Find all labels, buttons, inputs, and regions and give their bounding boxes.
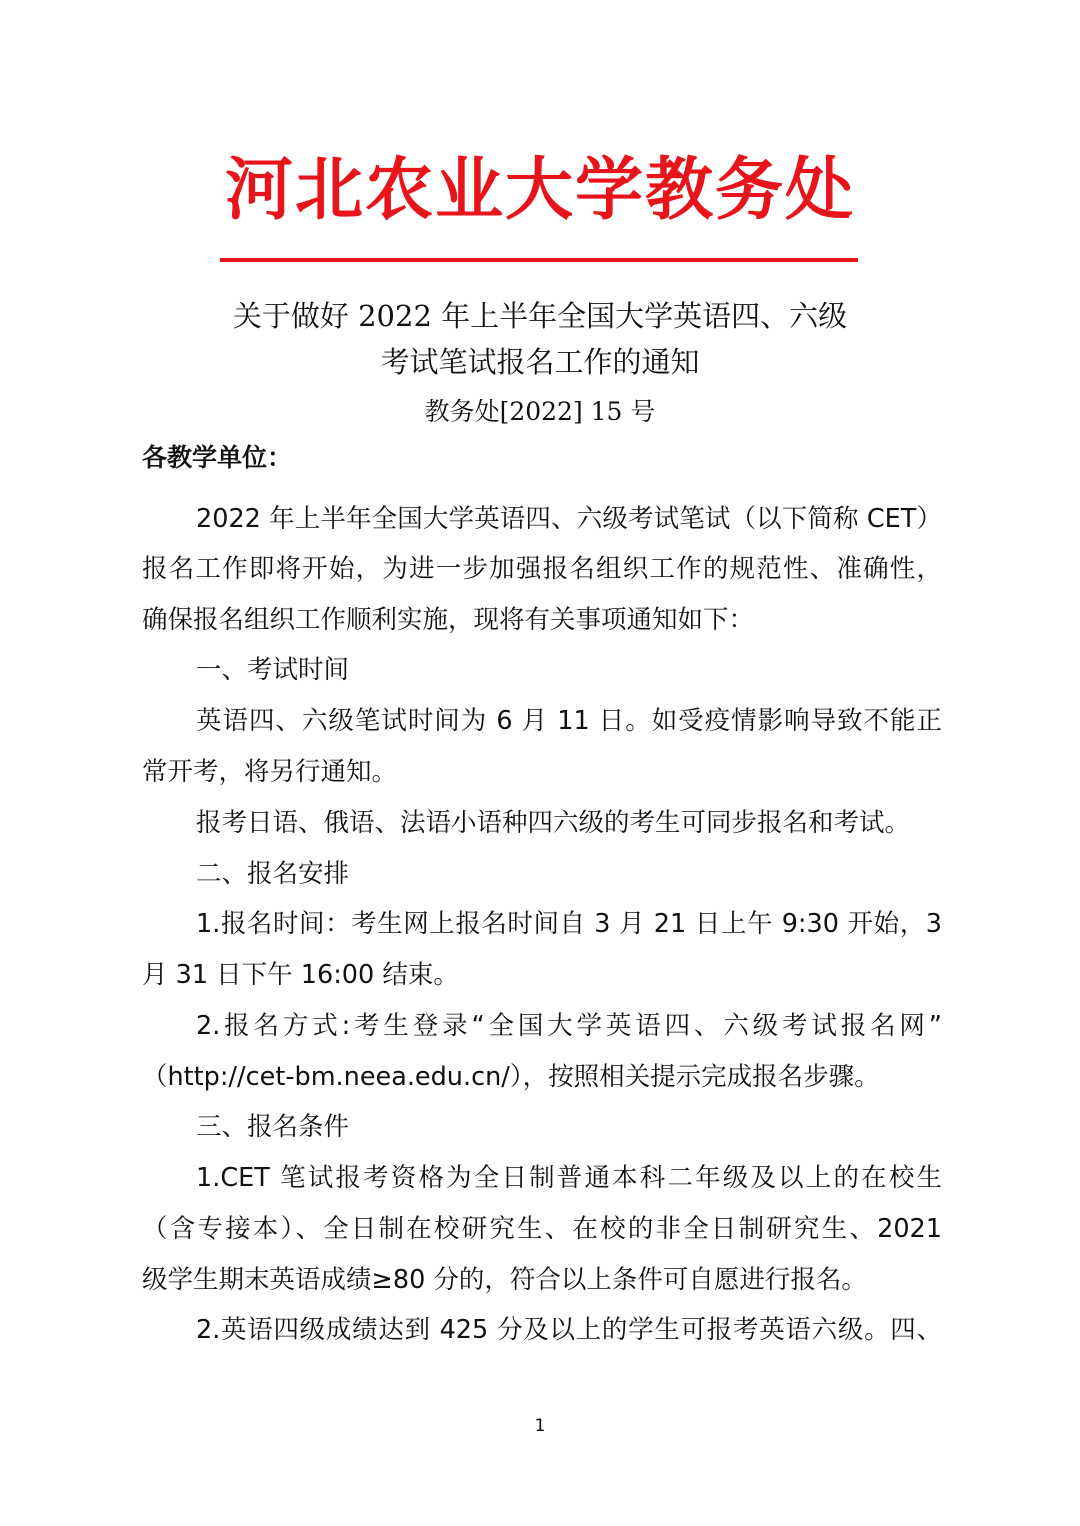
- red-divider-line: [220, 258, 858, 262]
- body-line: 常开考，将另行通知。: [142, 757, 398, 787]
- section-heading: 三、报名条件: [196, 1112, 350, 1142]
- section-heading: 一、考试时间: [196, 655, 350, 685]
- body-line: 2.报名方式:考生登录“全国大学英语四、六级考试报名网”: [196, 1011, 942, 1041]
- body-line: 报名工作即将开始，为进一步加强报名组织工作的规范性、准确性，: [142, 554, 942, 584]
- body-line: 月 31 日下午 16:00 结束。: [142, 960, 459, 990]
- body-line: 报考日语、俄语、法语小语种四六级的考生可同步报名和考试。: [196, 808, 911, 838]
- masthead-title: 河北农业大学教务处: [224, 151, 855, 230]
- notice-title-line-2: 考试笔试报名工作的通知: [380, 345, 700, 379]
- body-line: 英语四、六级笔试时间为 6 月 11 日。如受疫情影响导致不能正: [196, 706, 942, 736]
- body-line: 级学生期末英语成绩≥80 分的，符合以上条件可自愿进行报名。: [142, 1265, 867, 1295]
- salutation: 各教学单位：: [142, 443, 293, 472]
- body-line: 2.英语四级成绩达到 425 分及以上的学生可报考英语六级。四、: [196, 1315, 942, 1345]
- document-number: 教务处[2022] 15 号: [424, 397, 656, 426]
- body-line: 1.报名时间：考生网上报名时间自 3 月 21 日上午 9:30 开始，3: [196, 909, 942, 939]
- notice-title-line-1: 关于做好 2022 年上半年全国大学英语四、六级: [232, 299, 848, 333]
- body-line: 2022 年上半年全国大学英语四、六级考试笔试（以下简称 CET）: [196, 504, 942, 534]
- body-line: 1.CET 笔试报考资格为全日制普通本科二年级及以上的在校生: [196, 1163, 942, 1193]
- body-line: 确保报名组织工作顺利实施，现将有关事项通知如下：: [142, 605, 755, 635]
- registration-url-line: （http://cet-bm.neea.edu.cn/），按照相关提示完成报名步骤。: [142, 1062, 880, 1092]
- body-line: （含专接本）、全日制在校研究生、在校的非全日制研究生、2021: [142, 1214, 942, 1244]
- page-number: 1: [534, 1416, 546, 1436]
- section-heading: 二、报名安排: [196, 859, 350, 889]
